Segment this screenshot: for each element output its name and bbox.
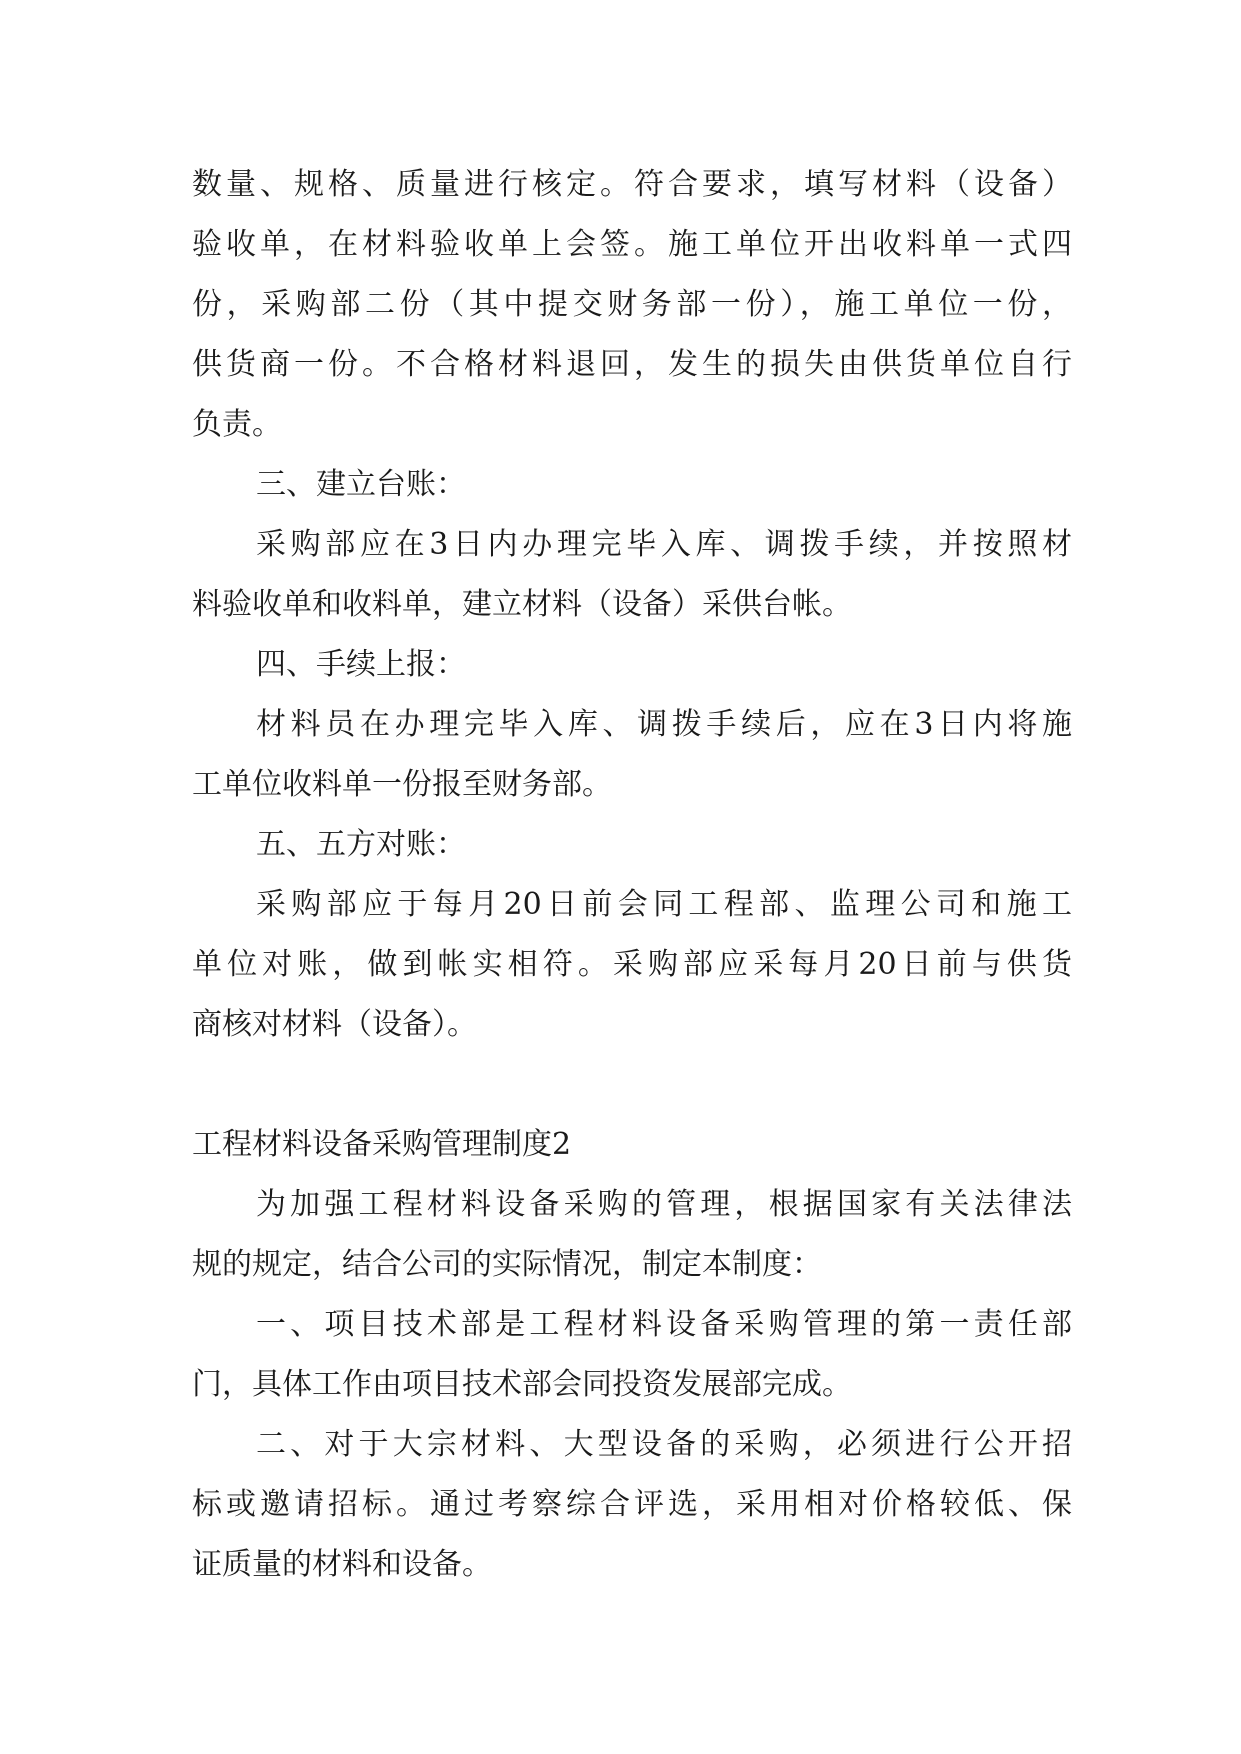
- text-line: 单位对账，做到帐实相符。采购部应采每月20日前与供货: [192, 947, 1072, 982]
- text-line: 数量、规格、质量进行核定。符合要求，填写材料（设备）: [192, 167, 1072, 202]
- text-line: 门，具体工作由项目技术部会同投资发展部完成。: [192, 1367, 852, 1402]
- text-line: 证质量的材料和设备。: [192, 1547, 492, 1582]
- text-line: 验收单，在材料验收单上会签。施工单位开出收料单一式四: [192, 227, 1072, 262]
- text-line: 标或邀请招标。通过考察综合评选，采用相对价格较低、保: [192, 1487, 1072, 1522]
- text-line: 二、对于大宗材料、大型设备的采购，必须进行公开招: [256, 1427, 1072, 1462]
- text-line: 工单位收料单一份报至财务部。: [192, 767, 612, 802]
- text-line: 材料员在办理完毕入库、调拨手续后，应在3日内将施: [256, 707, 1072, 742]
- text-line: 料验收单和收料单，建立材料（设备）采供台帐。: [192, 587, 852, 622]
- section-heading: 四、手续上报：: [256, 647, 466, 682]
- text-line: 负责。: [192, 407, 282, 442]
- text-line: 为加强工程材料设备采购的管理，根据国家有关法律法: [256, 1187, 1072, 1222]
- text-line: 采购部应于每月20日前会同工程部、监理公司和施工: [256, 887, 1072, 922]
- section-heading: 五、五方对账：: [256, 827, 466, 862]
- text-line: 采购部应在3日内办理完毕入库、调拨手续，并按照材: [256, 527, 1072, 562]
- text-line: 商核对材料（设备）。: [192, 1007, 477, 1042]
- text-line: 份，采购部二份（其中提交财务部一份），施工单位一份，: [192, 287, 1072, 322]
- document-title: 工程材料设备采购管理制度2: [192, 1127, 572, 1162]
- text-line: 一、项目技术部是工程材料设备采购管理的第一责任部: [256, 1307, 1072, 1342]
- text-line: 规的规定，结合公司的实际情况，制定本制度：: [192, 1247, 822, 1282]
- text-line: 供货商一份。不合格材料退回，发生的损失由供货单位自行: [192, 347, 1072, 382]
- section-heading: 三、建立台账：: [256, 467, 466, 502]
